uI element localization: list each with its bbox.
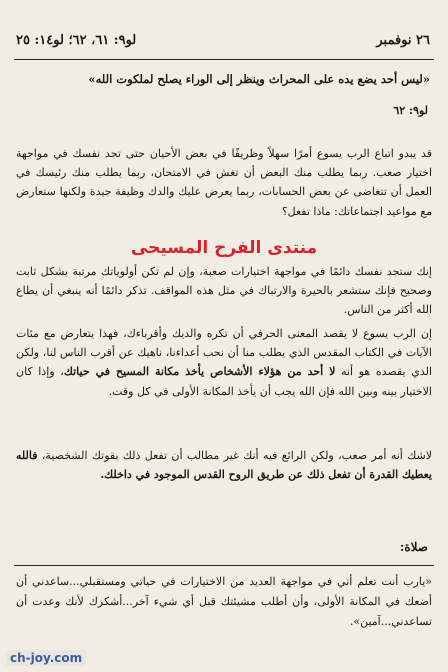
forum-watermark-title: منتدى الفرح المسيحى (130, 238, 318, 258)
paragraph-4-emphasis: فالله يعطيك القدرة أن تفعل ذلك عن طريق الروح القدس الموجود في داخلك. (16, 449, 432, 482)
paragraph-4 (16, 446, 432, 484)
verse-reference: لو٩: ٦٢ (393, 104, 428, 117)
verse-quote: «ليس أحد يضع يده على المحراث وينظر إلى الوراء يصلح لملكوت الله» (88, 72, 430, 86)
scripture-reference: لو٩: ٦١، ٦٢؛ لو١٤: ٢٥ (16, 32, 137, 48)
paragraph-4-text-a: لاشك أنه أمر صعب، ولكن الرائع فيه أنك غير مطالب أن تفعل ذلك بقوتك الشخصية، (37, 449, 432, 462)
prayer-divider (14, 565, 434, 566)
page-header (16, 30, 430, 50)
prayer-heading: صلاة: (399, 540, 428, 554)
paragraph-3-text-a: إن الرب يسوع لا يقصد المعنى الحرفي أن تكره والديك وأقرباءك، فهذا يتعارض مع مئات الآيات في الكتاب المقدس الذي يطلب منا أن نحب أعداءنا، ناهيك عن أقرب الناس لنا، ولكن الذي يقصده هو أنه (16, 327, 432, 379)
paragraph-3-text-b: ، وإذا كان الاختيار بينه وبين الله فإن الله يجب أن يأخذ المكانة الأولى في كل وقت. (16, 365, 432, 398)
paragraph-1: قد يبدو اتباع الرب يسوع أمرًا سهلاً وظريفًا في بعض الأحيان حتى تجد نفسك في مواجهة اختيار صعب. ربما يطلب منك البعض أن تغش في الامتحان، ربما يطلب منك رئيسك في العمل أن تتغاضى عن بعض الحسابات، ربما يعرض عليك والدك وظيفة جيدة ولكنها ستعارض مع مواعيد اجتماعاتك: ماذا تفعل؟ (16, 147, 432, 218)
page-date-label: ٢٦ نوفمبر (376, 32, 430, 48)
header-divider (14, 59, 434, 60)
paragraph-2: إنك ستجد نفسك دائمًا في مواجهة اختيارات صعبة، وإن لم تكن أولوياتك مرتبة بشكل ثابت وصحيح فإنك ستشعر بالحيرة والارتباك في مثل هذه المواقف. تذكر دائمًا أنه ينبغي أن يطاع الله أكثر من الناس. (16, 265, 432, 317)
paragraph-3 (16, 324, 432, 401)
site-watermark: ch-joy.com (6, 650, 86, 666)
paragraph-3-emphasis: لا أحد من هؤلاء الأشخاص يأخذ مكانة المسيح في حياتك (63, 365, 336, 379)
prayer-text: «يارب أنت تعلم أني في مواجهة العديد من الاختيارات في حياتي ومستقبلي...ساعدني أن أضعك في المكانة الأولى، وأن أطلب مشيئتك قبل أي شيء آخر...أشكرك لأنك وعدت أن تساعدني...آمين». (16, 575, 432, 628)
